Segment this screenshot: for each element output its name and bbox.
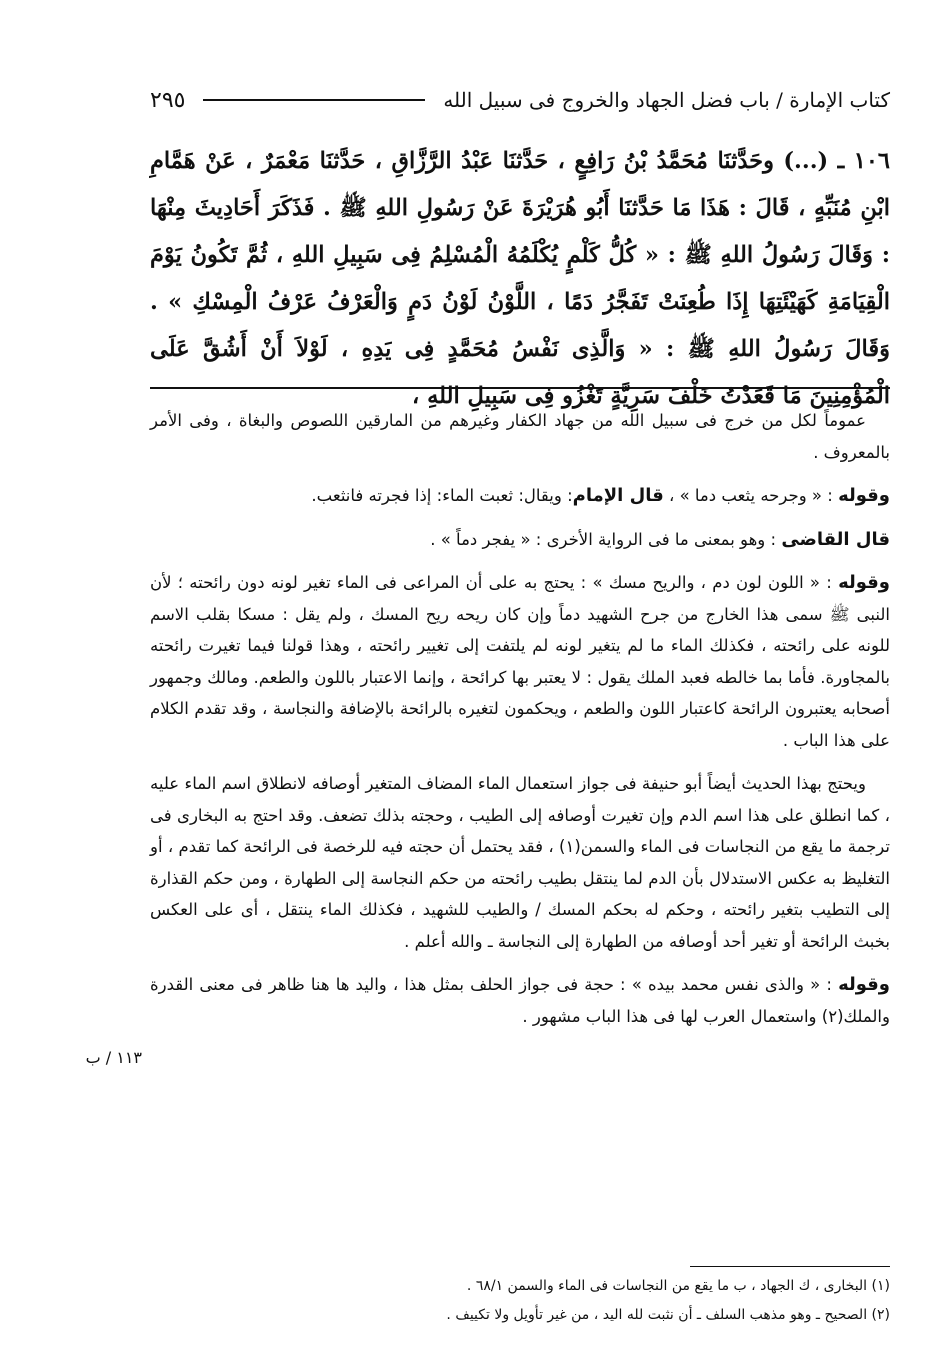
commentary-paragraph-5: ويحتج بهذا الحديث أيضاً أبو حنيفة فى جواز استعمال الماء المضاف المتغير أوصافه لانطلاق اسم الماء عليه ، كما انطلق على هذا اسم الدم وإن تغيرت أوصافه إلى الطيب ، وحجته بذلك تضعف. وقد احتج به البخارى فى ترجمة ما يقع من النجاسات فى الماء والسمن(١) ، فقد يحتمل أن حجته فيه للرخصة فى الرائحة كما تقدم ، أو التغليظ به عكس الاستدلال بأن الدم لما ينتقل بطيب رائحته من حكم النجاسة إلى الطهارة ، ومن حكم القذارة إلى التطيب بتغير رائحته ، وحكم له بحكم المسك / والطيب للشهيد ، فكذلك الماء ينتقل ، أى على العكس بخبث الرائحة أو تغير أحد أوصافه من الطهارة إلى النجاسة ـ والله أعلم . xyxy=(150,774,891,951)
keyword: قال الإمام xyxy=(572,485,664,506)
paragraph-text: : « والذى نفس محمد بيده » : حجة فى جواز الحلف بمثل هذا ، واليد ها هنا ظاهر فى معنى القدرة والملك(٢) واستعمال العرب لها فى هذا الباب مشهور . xyxy=(150,975,890,1026)
commentary-paragraph-3 xyxy=(150,524,890,556)
manuscript-folio-note: ١١٣ / ب xyxy=(85,1048,142,1067)
paragraph-text: : وهو بمعنى ما فى الرواية الأخرى : « يفجر دماً » . xyxy=(430,529,782,549)
footnotes xyxy=(150,1272,890,1330)
keyword: قال القاضى xyxy=(781,528,890,550)
header-title: كتاب الإمارة / باب فضل الجهاد والخروج فى سبيل الله xyxy=(443,88,890,112)
running-header xyxy=(150,80,890,120)
footnote-divider xyxy=(690,1266,890,1267)
commentary-paragraph-4 xyxy=(150,567,890,756)
main-divider xyxy=(150,387,890,389)
commentary-paragraph-2 xyxy=(150,480,890,512)
keyword: وقوله xyxy=(838,572,890,593)
hadith-text: ١٠٦ ـ (...) وحَدَّثنَا مُحَمَّدُ بْنُ رَافِعٍ ، حَدَّثنَا عَبْدُ الرَّزَّاقِ ، حَدَّثنَا مَعْمَرٌ ، عَنْ هَمَّامِ ابْنِ مُنَبِّهٍ ، قَالَ : هَذَا مَا حَدَّثنَا أَبُو هُرَيْرَةَ عَنْ رَسُولِ اللهِ ﷺ . فَذَكَرَ أَحَادِيثَ مِنْهَا : وَقَالَ رَسُولُ اللهِ ﷺ : « كُلُّ كَلْمٍ يُكْلَمُهُ الْمُسْلِمُ فِى سَبِيلِ اللهِ ، ثُمَّ تَكُونُ يَوْمَ الْقِيَامَةِ كَهَيْئَتِهَا إِذَا طُعِنَتْ تَفَجَّرُ دَمًا ، اللَّوْنُ لَوْنُ دَمٍ وَالْعَرْفُ عَرْفُ الْمِسْكِ » . وَقَالَ رَسُولُ اللهِ ﷺ : « وَالَّذِى نَفْسُ مُحَمَّدٍ فِى يَدِهِ ، لَوْلاَ أَنْ أَشُقَّ عَلَى الْمُؤْمِنِينَ مَا قَعَدْتُ خَلْفَ سَرِيَّةٍ تَغْزُو فِى سَبِيلِ اللهِ ، xyxy=(150,148,890,409)
commentary-paragraph-1: عموماً لكل من خرج فى سبيل الله من جهاد الكفار وغيرهم من المارقين اللصوص والبغاة ، وفى الأمر بالمعروف . xyxy=(150,411,890,462)
keyword: وقوله xyxy=(838,485,890,506)
commentary-paragraph-6 xyxy=(150,969,890,1032)
paragraph-text: : ويقال: ثعبت الماء: إذا فجرته فانثعب. xyxy=(311,486,573,505)
header-rule xyxy=(203,99,425,101)
paragraph-text: : « وجرحه يثعب دما » ، xyxy=(663,486,839,505)
footnote-2: (٢) الصحيح ـ وهو مذهب السلف ـ أن نثبت لله اليد ، من غير تأويل ولا تكييف . xyxy=(446,1307,890,1323)
commentary xyxy=(150,405,890,1044)
paragraph-text: : « اللون لون دم ، والريح مسك » : يحتج به على أن المراعى فى الماء تغير لونه دون رائحته ؛ لأن النبى ﷺ سمى هذا الخارج من جرح الشهيد دماً وإن كان ريحه ريح المسك ، ولم يقل : مسكا بقلب الاسم للونه على رائحته ، فكذلك الماء ما لم يتغير لونه لم يلتفت إلى تغيير رائحته ، وهذا قولنا فيما تغيرت رائحته بالمجاورة. فأما بما خالطه فعبد الملك يقول : لا يعتبر بها كرائحة ، وإنما الاعتبار باللون والطعم. ومالك وجمهور أصحابه يعتبرون الرائحة كاعتبار اللون والطعم ، ويحكمون لتغيره بالرائحة بالإضافة والنجاسة ، وقد تقدم الكلام على هذا الباب . xyxy=(150,573,890,750)
page-number: ٢٩٥ xyxy=(150,87,186,113)
keyword: وقوله xyxy=(838,974,890,995)
footnote-1: (١) البخارى ، ك الجهاد ، ب ما يقع من النجاسات فى الماء والسمن ٦٨/١ . xyxy=(466,1278,890,1294)
